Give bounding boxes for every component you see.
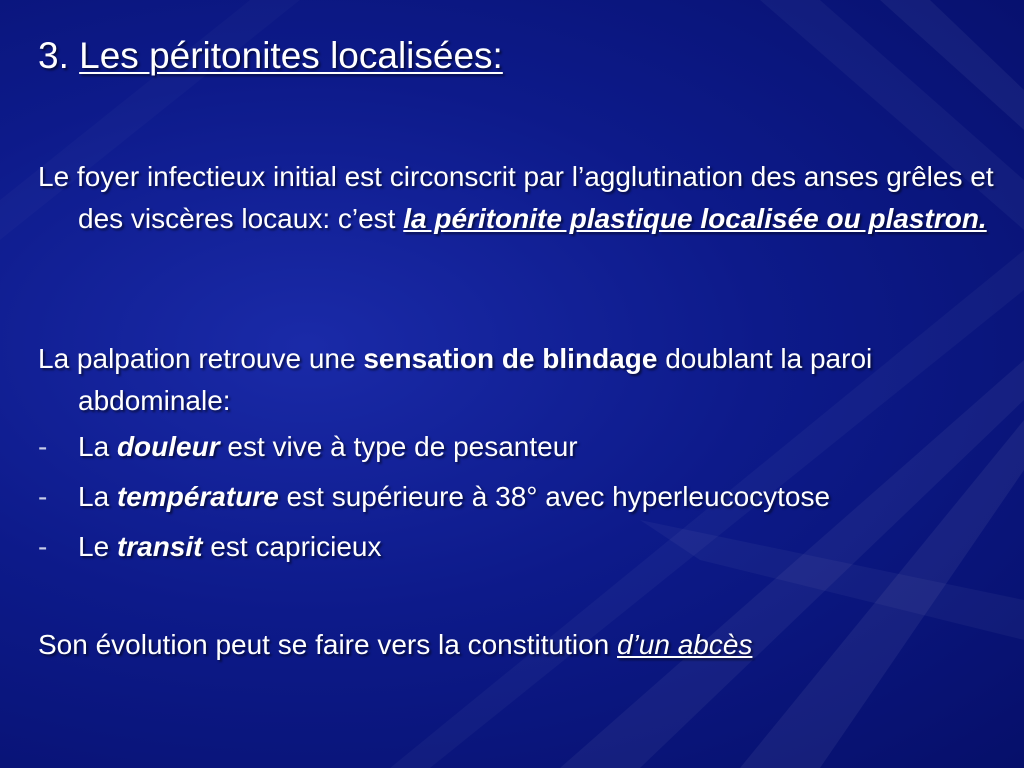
- bullet-emphasis: température: [116, 481, 279, 512]
- title-text: Les péritonites localisées:: [79, 35, 503, 76]
- dash-bullet: -: [38, 431, 48, 462]
- paragraph-evolution-text: Son évolution peut se faire vers la constitution: [38, 629, 618, 660]
- paragraph-foyer: [38, 156, 1024, 240]
- paragraph-foyer-text: Le foyer infectieux initial est circonscrit par l’agglutination des anses grêles et des viscères locaux: c’est: [38, 161, 994, 234]
- bullet-prefix: La: [78, 481, 117, 512]
- dash-bullet: -: [38, 481, 48, 512]
- paragraph-palpation-bold: sensation de blindage: [363, 343, 658, 374]
- paragraph-evolution: [38, 624, 988, 666]
- paragraph-palpation-text-b: doublant la paroi abdominale:: [78, 343, 873, 416]
- bullet-suffix: est capricieux: [202, 531, 382, 562]
- paragraph-foyer-emphasis: la péritonite plastique localisée ou plastron.: [403, 203, 987, 234]
- list-item: [38, 426, 578, 468]
- bullet-suffix: est supérieure à 38° avec hyperleucocytose: [278, 481, 831, 512]
- dash-bullet: -: [38, 531, 48, 562]
- paragraph-palpation: [38, 338, 1024, 422]
- list-item: [38, 526, 381, 568]
- list-item: [38, 476, 830, 518]
- paragraph-palpation-text-a: La palpation retrouve une: [38, 343, 364, 374]
- bullet-prefix: La: [78, 431, 117, 462]
- paragraph-evolution-emphasis: d’un abcès: [617, 629, 753, 660]
- title-number: 3.: [38, 35, 69, 76]
- bullet-suffix: est vive à type de pesanteur: [219, 431, 578, 462]
- bullet-prefix: Le: [78, 531, 117, 562]
- bullet-emphasis: douleur: [116, 431, 220, 462]
- bullet-emphasis: transit: [116, 531, 203, 562]
- slide-title: [38, 34, 503, 78]
